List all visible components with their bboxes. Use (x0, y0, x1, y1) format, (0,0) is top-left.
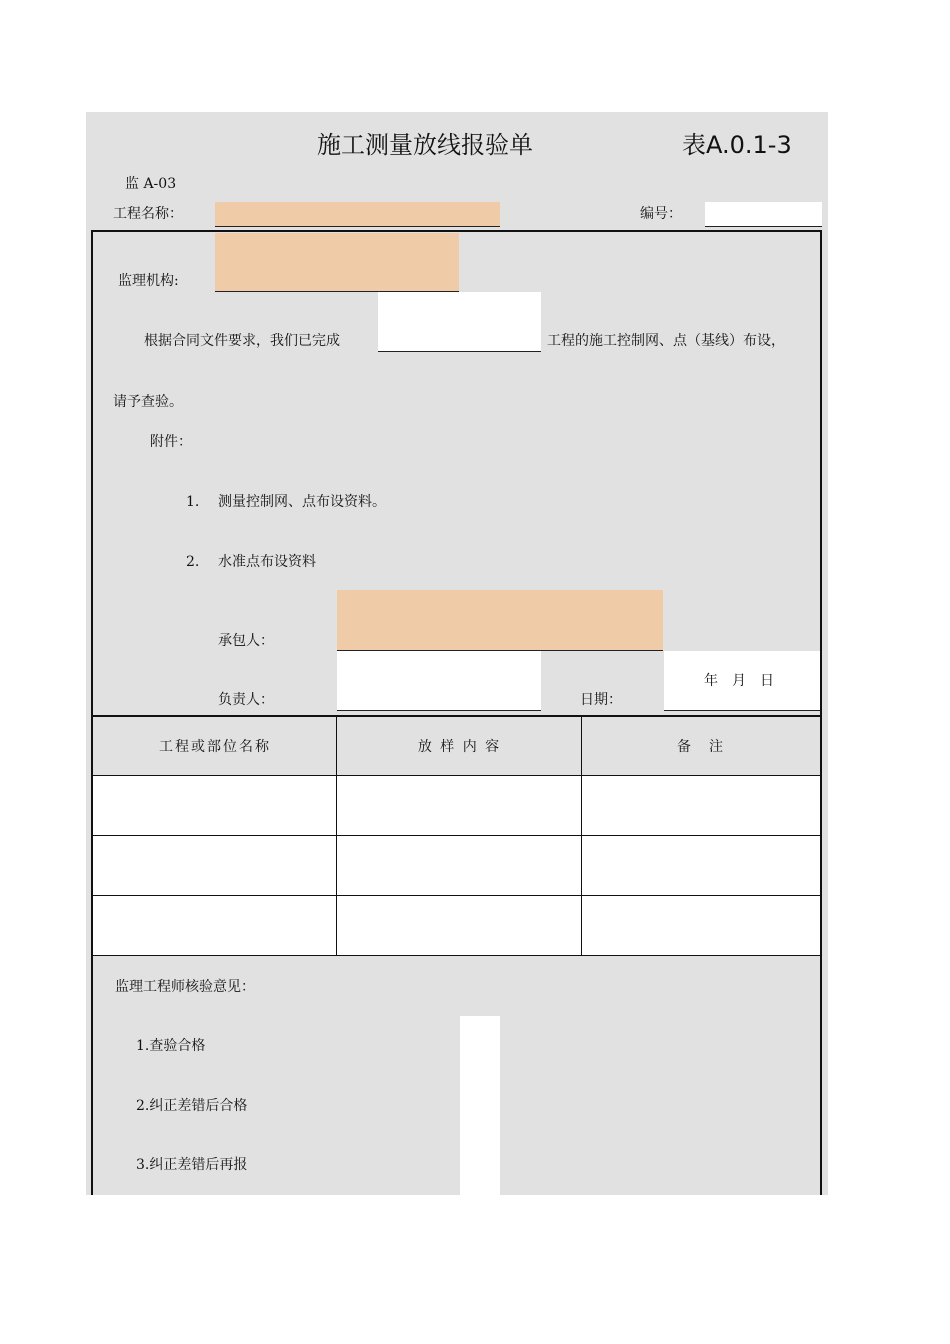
table-row-divider (93, 775, 820, 776)
date-label: 日期： (580, 692, 622, 708)
responsible-label: 负责人： (218, 692, 274, 708)
attachment-1-text: 测量控制网、点布设资料。 (218, 494, 386, 510)
date-value: 年 月 日 (704, 673, 774, 689)
attachment-1-num: 1. (186, 494, 200, 510)
table-header-content: 放 样 内 容 (417, 739, 502, 755)
frame-left (91, 230, 93, 1195)
table-cell[interactable] (93, 776, 337, 835)
table-header-remark: 备 注 (677, 739, 725, 755)
table-cell[interactable] (93, 896, 337, 955)
table-cell[interactable] (93, 836, 337, 895)
review-option-2: 2.纠正差错后合格 (136, 1098, 248, 1114)
supervisor-field[interactable] (215, 233, 459, 292)
project-name-label: 工程名称： (113, 206, 183, 222)
number-field[interactable] (705, 202, 822, 227)
frame-top (91, 230, 822, 232)
form-code: 表A.0.1-3 (682, 131, 792, 159)
sub-code: 监 A-03 (125, 176, 177, 192)
table-cell[interactable] (582, 836, 820, 895)
review-label: 监理工程师核验意见： (115, 979, 255, 995)
responsible-field[interactable] (337, 651, 541, 711)
table-cell[interactable] (337, 836, 582, 895)
completed-project-field[interactable] (378, 292, 541, 352)
table-cell[interactable] (337, 776, 582, 835)
attachment-2-num: 2. (186, 554, 200, 570)
table-row-divider (93, 895, 820, 896)
table-col-divider (581, 716, 582, 956)
table-header-name: 工程或部位名称 (159, 739, 271, 755)
project-name-field[interactable] (215, 202, 500, 227)
statement-line2: 请予查验。 (113, 394, 183, 410)
review-option-3: 3.纠正差错后再报 (136, 1157, 248, 1173)
attachments-label: 附件： (150, 434, 192, 450)
table-cell[interactable] (582, 776, 820, 835)
attachment-2-text: 水准点布设资料 (218, 554, 316, 570)
review-check-column[interactable] (460, 1016, 500, 1195)
frame-right (820, 230, 822, 1195)
statement-suffix: 工程的施工控制网、点（基线）布设， (547, 333, 785, 349)
table-cell[interactable] (337, 896, 582, 955)
table-cell[interactable] (582, 896, 820, 955)
table-bottom-border (93, 955, 820, 956)
table-col-divider (336, 716, 337, 956)
number-label: 编号： (640, 206, 682, 222)
review-option-1: 1.查验合格 (136, 1038, 206, 1054)
table-top-border (93, 715, 820, 717)
contractor-field[interactable] (337, 590, 663, 651)
statement-prefix: 根据合同文件要求，我们已完成 (144, 333, 340, 349)
contractor-label: 承包人： (218, 633, 274, 649)
supervisor-label: 监理机构: (118, 273, 179, 289)
table-row-divider (93, 835, 820, 836)
form-title: 施工测量放线报验单 (317, 131, 533, 159)
